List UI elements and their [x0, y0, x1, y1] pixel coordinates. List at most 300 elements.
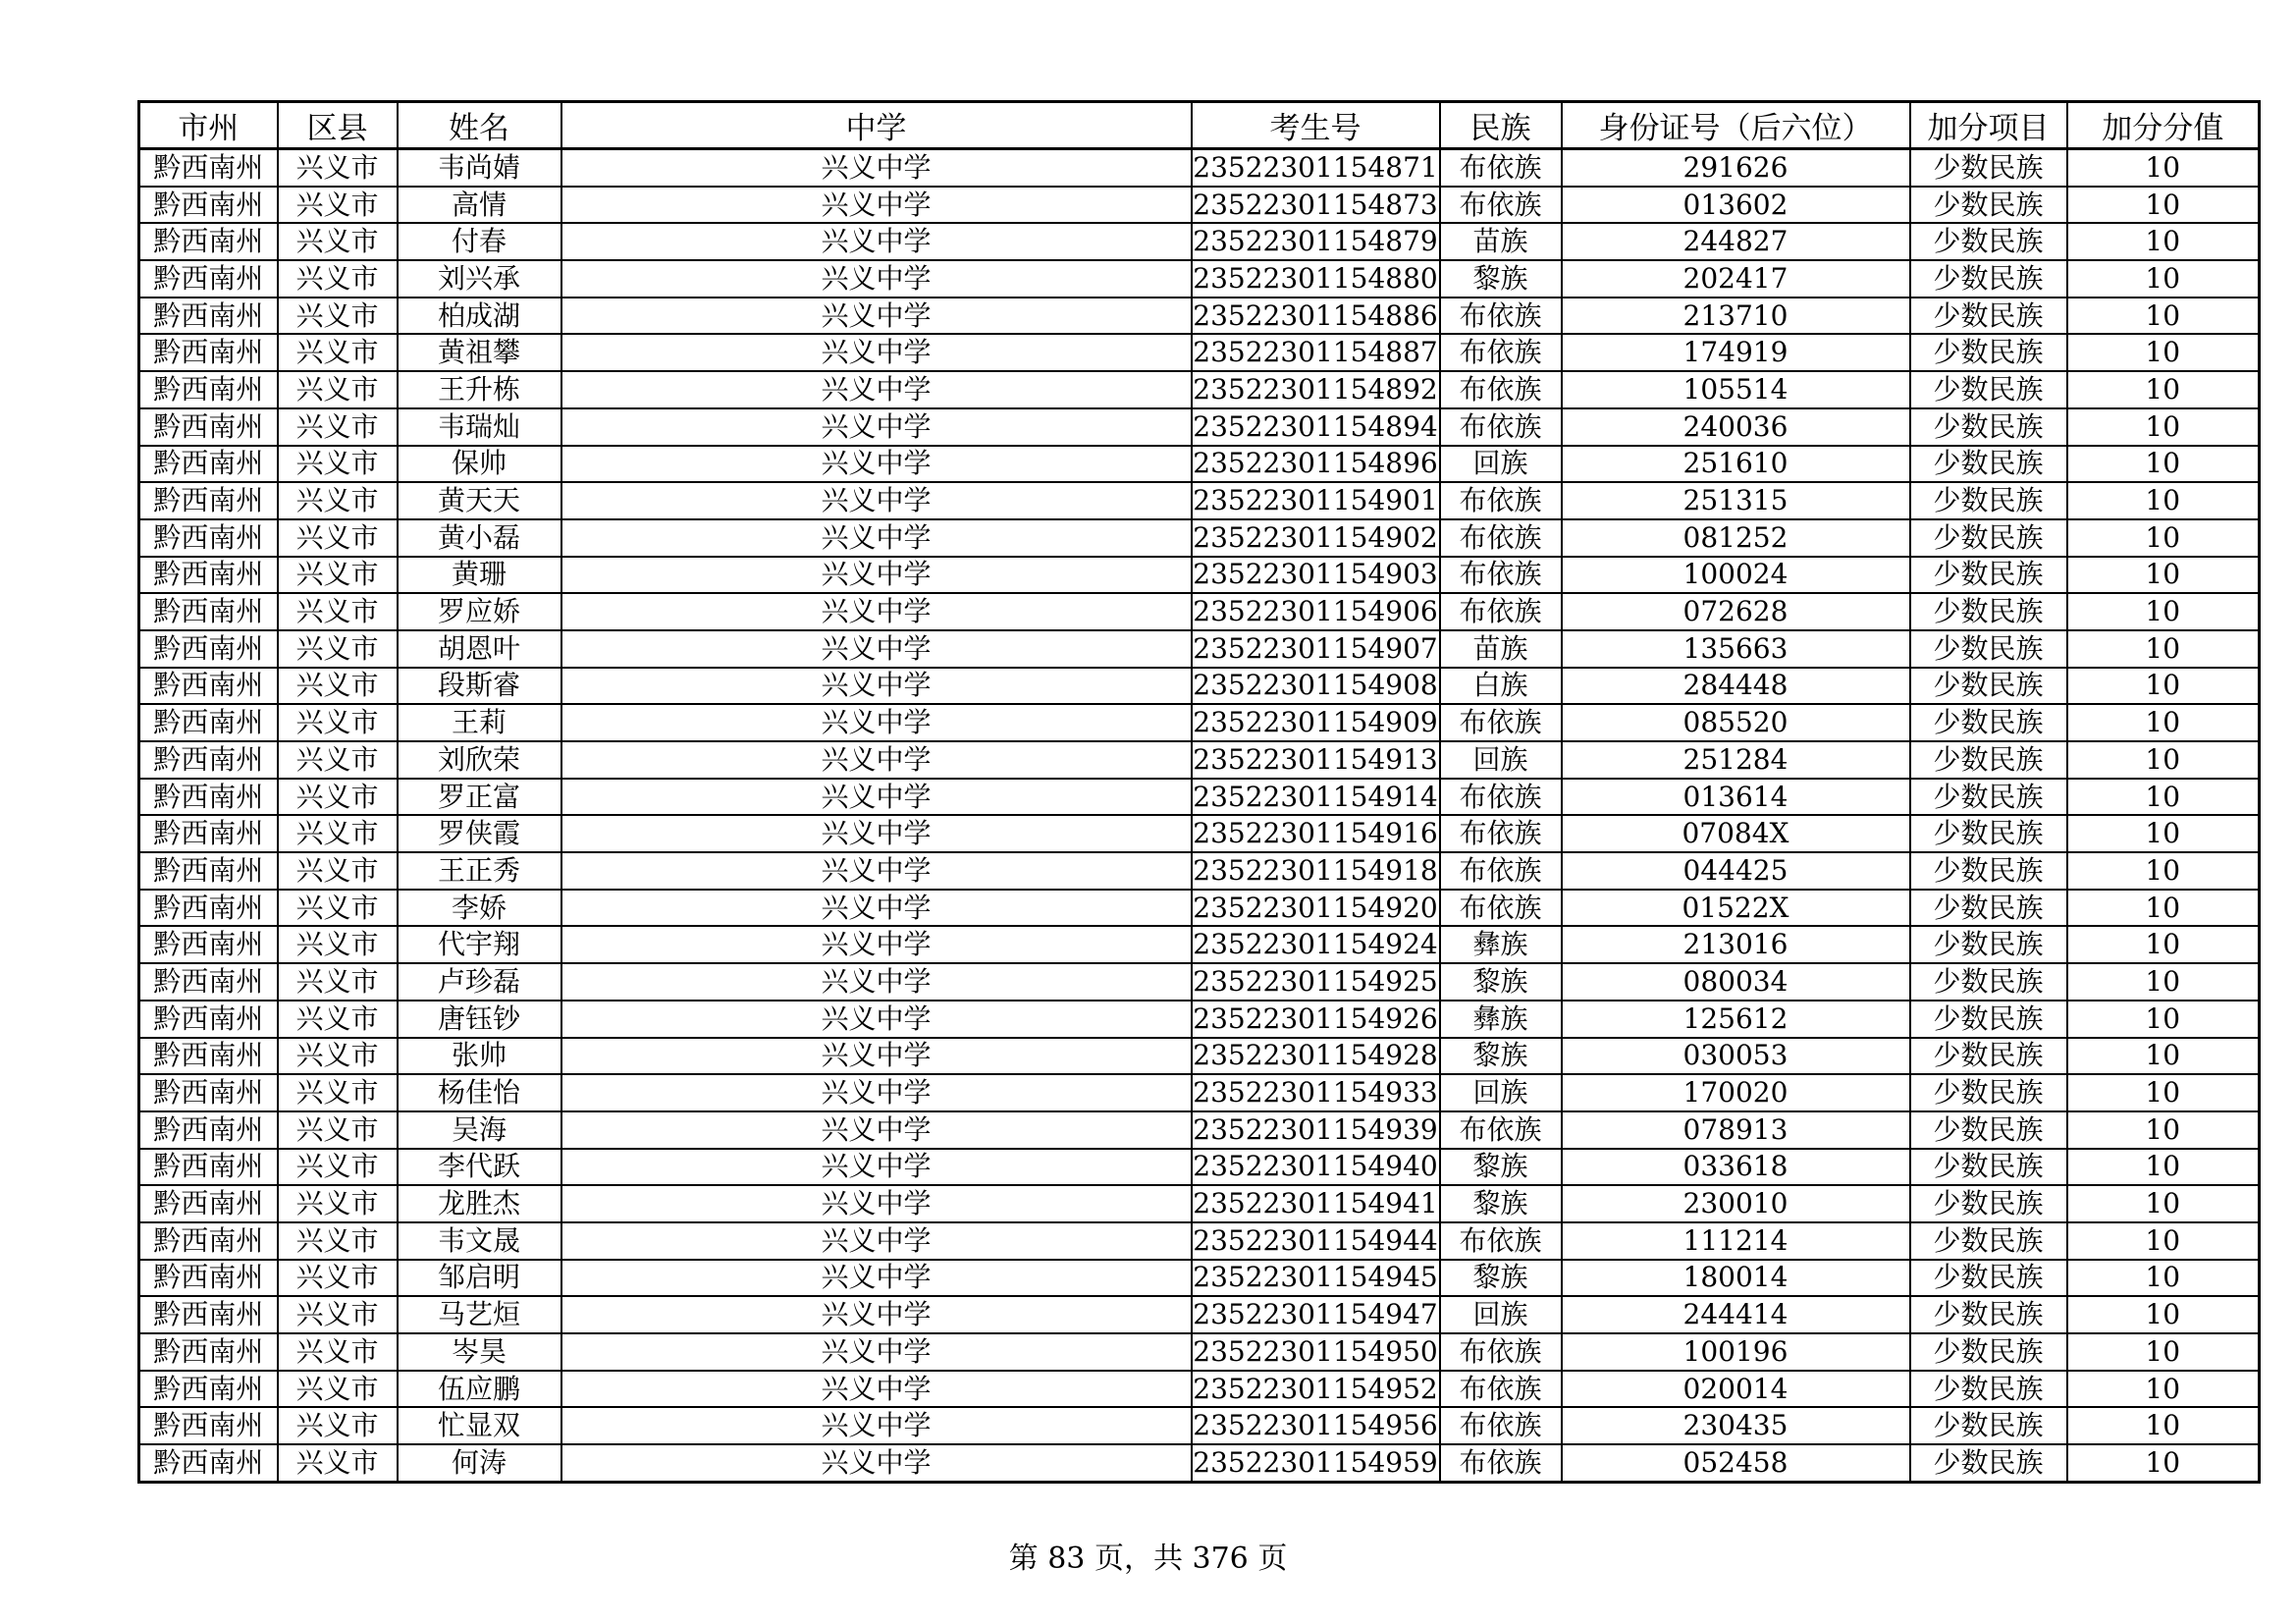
- cell-bonus-item: 少数民族: [1910, 1444, 2067, 1482]
- cell-bonus-points: 10: [2067, 704, 2260, 741]
- table-body: [139, 149, 2260, 1483]
- cell-district: 兴义市: [278, 1222, 398, 1260]
- cell-name: 黄天天: [398, 482, 561, 519]
- cell-bonus-item: 少数民族: [1910, 408, 2067, 446]
- cell-bonus-points: 10: [2067, 593, 2260, 630]
- table-row: [139, 1222, 2260, 1260]
- cell-school: 兴义中学: [561, 704, 1192, 741]
- cell-bonus-item: 少数民族: [1910, 741, 2067, 779]
- cell-exam-id: 23522301154959: [1192, 1444, 1440, 1482]
- cell-id-last-six: 080034: [1562, 963, 1910, 1001]
- cell-name: 李代跃: [398, 1149, 561, 1186]
- cell-ethnicity: 布依族: [1440, 1111, 1562, 1149]
- cell-id-last-six: 078913: [1562, 1111, 1910, 1149]
- cell-school: 兴义中学: [561, 408, 1192, 446]
- cell-bonus-points: 10: [2067, 1185, 2260, 1222]
- cell-id-last-six: 244414: [1562, 1296, 1910, 1333]
- cell-bonus-points: 10: [2067, 519, 2260, 557]
- cell-ethnicity: 回族: [1440, 1074, 1562, 1111]
- cell-school: 兴义中学: [561, 852, 1192, 890]
- cell-ethnicity: 布依族: [1440, 408, 1562, 446]
- cell-exam-id: 23522301154918: [1192, 852, 1440, 890]
- cell-bonus-points: 10: [2067, 741, 2260, 779]
- cell-bonus-points: 10: [2067, 1038, 2260, 1075]
- admissions-bonus-table: [137, 100, 2261, 1484]
- cell-id-last-six: 01522X: [1562, 890, 1910, 927]
- cell-district: 兴义市: [278, 704, 398, 741]
- cell-exam-id: 23522301154873: [1192, 187, 1440, 224]
- cell-district: 兴义市: [278, 593, 398, 630]
- cell-exam-id: 23522301154892: [1192, 371, 1440, 408]
- cell-city: 黔西南州: [139, 408, 278, 446]
- cell-exam-id: 23522301154879: [1192, 223, 1440, 260]
- column-header-city: 市州: [139, 102, 278, 149]
- cell-school: 兴义中学: [561, 926, 1192, 963]
- cell-bonus-item: 少数民族: [1910, 815, 2067, 852]
- cell-name: 王升栋: [398, 371, 561, 408]
- cell-city: 黔西南州: [139, 187, 278, 224]
- cell-name: 罗侠霞: [398, 815, 561, 852]
- table-row: [139, 1296, 2260, 1333]
- cell-bonus-points: 10: [2067, 1371, 2260, 1408]
- cell-id-last-six: 072628: [1562, 593, 1910, 630]
- cell-ethnicity: 黎族: [1440, 1038, 1562, 1075]
- column-header-exam-id: 考生号: [1192, 102, 1440, 149]
- cell-bonus-points: 10: [2067, 1001, 2260, 1038]
- cell-id-last-six: 135663: [1562, 630, 1910, 668]
- cell-bonus-item: 少数民族: [1910, 334, 2067, 371]
- table-row: [139, 149, 2260, 187]
- cell-district: 兴义市: [278, 408, 398, 446]
- cell-bonus-points: 10: [2067, 408, 2260, 446]
- cell-ethnicity: 苗族: [1440, 223, 1562, 260]
- cell-district: 兴义市: [278, 519, 398, 557]
- cell-school: 兴义中学: [561, 334, 1192, 371]
- cell-city: 黔西南州: [139, 149, 278, 187]
- cell-bonus-item: 少数民族: [1910, 149, 2067, 187]
- cell-school: 兴义中学: [561, 1407, 1192, 1444]
- cell-ethnicity: 布依族: [1440, 1333, 1562, 1371]
- cell-bonus-points: 10: [2067, 630, 2260, 668]
- cell-city: 黔西南州: [139, 815, 278, 852]
- table-row: [139, 1074, 2260, 1111]
- table-row: [139, 779, 2260, 816]
- cell-district: 兴义市: [278, 1371, 398, 1408]
- table-row: [139, 630, 2260, 668]
- cell-district: 兴义市: [278, 741, 398, 779]
- cell-name: 韦文晟: [398, 1222, 561, 1260]
- cell-ethnicity: 布依族: [1440, 1371, 1562, 1408]
- cell-exam-id: 23522301154902: [1192, 519, 1440, 557]
- cell-name: 张帅: [398, 1038, 561, 1075]
- table-row: [139, 741, 2260, 779]
- cell-district: 兴义市: [278, 1444, 398, 1482]
- cell-name: 黄珊: [398, 557, 561, 594]
- cell-city: 黔西南州: [139, 557, 278, 594]
- cell-id-last-six: 013614: [1562, 779, 1910, 816]
- cell-bonus-points: 10: [2067, 187, 2260, 224]
- cell-school: 兴义中学: [561, 187, 1192, 224]
- table-row: [139, 668, 2260, 705]
- cell-ethnicity: 布依族: [1440, 704, 1562, 741]
- cell-bonus-points: 10: [2067, 1444, 2260, 1482]
- cell-ethnicity: 布依族: [1440, 1444, 1562, 1482]
- current-page-number: 83: [1047, 1542, 1086, 1576]
- cell-district: 兴义市: [278, 223, 398, 260]
- cell-name: 王正秀: [398, 852, 561, 890]
- cell-exam-id: 23522301154907: [1192, 630, 1440, 668]
- cell-bonus-points: 10: [2067, 963, 2260, 1001]
- cell-id-last-six: 291626: [1562, 149, 1910, 187]
- cell-bonus-points: 10: [2067, 926, 2260, 963]
- cell-id-last-six: 07084X: [1562, 815, 1910, 852]
- cell-ethnicity: 黎族: [1440, 1260, 1562, 1297]
- cell-id-last-six: 105514: [1562, 371, 1910, 408]
- table-row: [139, 890, 2260, 927]
- cell-id-last-six: 013602: [1562, 187, 1910, 224]
- cell-exam-id: 23522301154909: [1192, 704, 1440, 741]
- cell-bonus-points: 10: [2067, 1333, 2260, 1371]
- table-row: [139, 446, 2260, 483]
- cell-district: 兴义市: [278, 1185, 398, 1222]
- cell-bonus-item: 少数民族: [1910, 223, 2067, 260]
- cell-district: 兴义市: [278, 482, 398, 519]
- cell-ethnicity: 黎族: [1440, 1185, 1562, 1222]
- column-header-bonus-item: 加分项目: [1910, 102, 2067, 149]
- cell-district: 兴义市: [278, 371, 398, 408]
- cell-exam-id: 23522301154940: [1192, 1149, 1440, 1186]
- cell-district: 兴义市: [278, 187, 398, 224]
- table-row: [139, 815, 2260, 852]
- cell-bonus-points: 10: [2067, 1407, 2260, 1444]
- cell-school: 兴义中学: [561, 1222, 1192, 1260]
- cell-bonus-points: 10: [2067, 1260, 2260, 1297]
- cell-bonus-item: 少数民族: [1910, 890, 2067, 927]
- cell-district: 兴义市: [278, 1038, 398, 1075]
- cell-bonus-points: 10: [2067, 1074, 2260, 1111]
- table-row: [139, 1149, 2260, 1186]
- cell-ethnicity: 布依族: [1440, 890, 1562, 927]
- cell-ethnicity: 黎族: [1440, 963, 1562, 1001]
- cell-bonus-item: 少数民族: [1910, 260, 2067, 298]
- cell-id-last-six: 251315: [1562, 482, 1910, 519]
- table-row: [139, 371, 2260, 408]
- cell-ethnicity: 彝族: [1440, 1001, 1562, 1038]
- cell-city: 黔西南州: [139, 1260, 278, 1297]
- cell-name: 邹启明: [398, 1260, 561, 1297]
- cell-name: 吴海: [398, 1111, 561, 1149]
- cell-school: 兴义中学: [561, 1296, 1192, 1333]
- cell-id-last-six: 125612: [1562, 1001, 1910, 1038]
- cell-id-last-six: 202417: [1562, 260, 1910, 298]
- cell-id-last-six: 030053: [1562, 1038, 1910, 1075]
- cell-bonus-points: 10: [2067, 223, 2260, 260]
- cell-name: 保帅: [398, 446, 561, 483]
- cell-id-last-six: 230010: [1562, 1185, 1910, 1222]
- cell-bonus-item: 少数民族: [1910, 557, 2067, 594]
- cell-school: 兴义中学: [561, 1149, 1192, 1186]
- cell-name: 付春: [398, 223, 561, 260]
- cell-bonus-item: 少数民族: [1910, 1074, 2067, 1111]
- column-header-ethnicity: 民族: [1440, 102, 1562, 149]
- cell-id-last-six: 111214: [1562, 1222, 1910, 1260]
- cell-name: 马艺烜: [398, 1296, 561, 1333]
- cell-name: 何涛: [398, 1444, 561, 1482]
- cell-bonus-item: 少数民族: [1910, 779, 2067, 816]
- cell-district: 兴义市: [278, 890, 398, 927]
- cell-name: 韦尚婧: [398, 149, 561, 187]
- cell-city: 黔西南州: [139, 446, 278, 483]
- cell-city: 黔西南州: [139, 1296, 278, 1333]
- cell-bonus-points: 10: [2067, 482, 2260, 519]
- table-header: [139, 102, 2260, 149]
- table-row: [139, 482, 2260, 519]
- cell-city: 黔西南州: [139, 298, 278, 335]
- cell-city: 黔西南州: [139, 704, 278, 741]
- cell-bonus-item: 少数民族: [1910, 852, 2067, 890]
- cell-city: 黔西南州: [139, 334, 278, 371]
- cell-city: 黔西南州: [139, 926, 278, 963]
- table-row: [139, 852, 2260, 890]
- cell-district: 兴义市: [278, 149, 398, 187]
- cell-bonus-item: 少数民族: [1910, 1371, 2067, 1408]
- cell-id-last-six: 020014: [1562, 1371, 1910, 1408]
- cell-school: 兴义中学: [561, 815, 1192, 852]
- table-row: [139, 593, 2260, 630]
- cell-district: 兴义市: [278, 852, 398, 890]
- cell-name: 高情: [398, 187, 561, 224]
- cell-school: 兴义中学: [561, 298, 1192, 335]
- cell-name: 胡恩叶: [398, 630, 561, 668]
- cell-exam-id: 23522301154941: [1192, 1185, 1440, 1222]
- footer-middle: 页，共: [1094, 1542, 1183, 1576]
- table-row: [139, 704, 2260, 741]
- cell-exam-id: 23522301154880: [1192, 260, 1440, 298]
- cell-district: 兴义市: [278, 630, 398, 668]
- cell-city: 黔西南州: [139, 1407, 278, 1444]
- cell-exam-id: 23522301154914: [1192, 779, 1440, 816]
- cell-id-last-six: 213016: [1562, 926, 1910, 963]
- cell-name: 李娇: [398, 890, 561, 927]
- cell-ethnicity: 苗族: [1440, 630, 1562, 668]
- cell-exam-id: 23522301154956: [1192, 1407, 1440, 1444]
- cell-exam-id: 23522301154913: [1192, 741, 1440, 779]
- cell-name: 杨佳怡: [398, 1074, 561, 1111]
- cell-district: 兴义市: [278, 926, 398, 963]
- cell-city: 黔西南州: [139, 741, 278, 779]
- cell-bonus-points: 10: [2067, 668, 2260, 705]
- cell-id-last-six: 100196: [1562, 1333, 1910, 1371]
- cell-school: 兴义中学: [561, 630, 1192, 668]
- cell-school: 兴义中学: [561, 223, 1192, 260]
- cell-exam-id: 23522301154920: [1192, 890, 1440, 927]
- cell-bonus-points: 10: [2067, 557, 2260, 594]
- cell-district: 兴义市: [278, 1333, 398, 1371]
- cell-id-last-six: 251284: [1562, 741, 1910, 779]
- cell-district: 兴义市: [278, 334, 398, 371]
- cell-exam-id: 23522301154952: [1192, 1371, 1440, 1408]
- cell-name: 韦瑞灿: [398, 408, 561, 446]
- cell-ethnicity: 布依族: [1440, 779, 1562, 816]
- cell-school: 兴义中学: [561, 446, 1192, 483]
- cell-district: 兴义市: [278, 446, 398, 483]
- cell-name: 唐钰钞: [398, 1001, 561, 1038]
- cell-city: 黔西南州: [139, 1333, 278, 1371]
- cell-exam-id: 23522301154945: [1192, 1260, 1440, 1297]
- cell-bonus-points: 10: [2067, 852, 2260, 890]
- cell-name: 刘兴承: [398, 260, 561, 298]
- cell-school: 兴义中学: [561, 519, 1192, 557]
- cell-school: 兴义中学: [561, 963, 1192, 1001]
- footer-suffix: 页: [1257, 1542, 1288, 1576]
- cell-exam-id: 23522301154871: [1192, 149, 1440, 187]
- table-row: [139, 1260, 2260, 1297]
- cell-city: 黔西南州: [139, 1444, 278, 1482]
- cell-exam-id: 23522301154928: [1192, 1038, 1440, 1075]
- table-row: [139, 963, 2260, 1001]
- cell-ethnicity: 布依族: [1440, 1407, 1562, 1444]
- cell-bonus-points: 10: [2067, 334, 2260, 371]
- cell-exam-id: 23522301154894: [1192, 408, 1440, 446]
- cell-id-last-six: 240036: [1562, 408, 1910, 446]
- table-row: [139, 1333, 2260, 1371]
- cell-ethnicity: 布依族: [1440, 557, 1562, 594]
- cell-city: 黔西南州: [139, 852, 278, 890]
- cell-district: 兴义市: [278, 1260, 398, 1297]
- cell-city: 黔西南州: [139, 1185, 278, 1222]
- table-row: [139, 1444, 2260, 1482]
- table-row: [139, 334, 2260, 371]
- cell-school: 兴义中学: [561, 1333, 1192, 1371]
- cell-school: 兴义中学: [561, 482, 1192, 519]
- page-footer: [0, 1534, 2296, 1577]
- cell-bonus-item: 少数民族: [1910, 371, 2067, 408]
- cell-name: 黄祖攀: [398, 334, 561, 371]
- cell-bonus-item: 少数民族: [1910, 704, 2067, 741]
- table-row: [139, 298, 2260, 335]
- cell-name: 龙胜杰: [398, 1185, 561, 1222]
- table-row: [139, 223, 2260, 260]
- cell-exam-id: 23522301154925: [1192, 963, 1440, 1001]
- cell-school: 兴义中学: [561, 668, 1192, 705]
- cell-school: 兴义中学: [561, 1260, 1192, 1297]
- table-row: [139, 408, 2260, 446]
- cell-exam-id: 23522301154950: [1192, 1333, 1440, 1371]
- cell-ethnicity: 布依族: [1440, 149, 1562, 187]
- cell-bonus-item: 少数民族: [1910, 926, 2067, 963]
- cell-ethnicity: 布依族: [1440, 1222, 1562, 1260]
- cell-ethnicity: 布依族: [1440, 334, 1562, 371]
- cell-ethnicity: 布依族: [1440, 482, 1562, 519]
- cell-school: 兴义中学: [561, 1074, 1192, 1111]
- cell-district: 兴义市: [278, 1001, 398, 1038]
- cell-id-last-six: 174919: [1562, 334, 1910, 371]
- cell-district: 兴义市: [278, 963, 398, 1001]
- cell-bonus-item: 少数民族: [1910, 630, 2067, 668]
- cell-id-last-six: 251610: [1562, 446, 1910, 483]
- cell-city: 黔西南州: [139, 223, 278, 260]
- cell-exam-id: 23522301154896: [1192, 446, 1440, 483]
- cell-city: 黔西南州: [139, 1149, 278, 1186]
- cell-exam-id: 23522301154903: [1192, 557, 1440, 594]
- cell-name: 段斯睿: [398, 668, 561, 705]
- cell-id-last-six: 085520: [1562, 704, 1910, 741]
- cell-district: 兴义市: [278, 1296, 398, 1333]
- cell-school: 兴义中学: [561, 1371, 1192, 1408]
- cell-name: 卢珍磊: [398, 963, 561, 1001]
- cell-name: 代宇翔: [398, 926, 561, 963]
- table-row: [139, 1407, 2260, 1444]
- cell-id-last-six: 244827: [1562, 223, 1910, 260]
- cell-city: 黔西南州: [139, 963, 278, 1001]
- cell-school: 兴义中学: [561, 1185, 1192, 1222]
- cell-id-last-six: 044425: [1562, 852, 1910, 890]
- cell-exam-id: 23522301154916: [1192, 815, 1440, 852]
- cell-school: 兴义中学: [561, 741, 1192, 779]
- column-header-bonus-points: 加分分值: [2067, 102, 2260, 149]
- cell-school: 兴义中学: [561, 260, 1192, 298]
- cell-city: 黔西南州: [139, 1001, 278, 1038]
- cell-school: 兴义中学: [561, 1001, 1192, 1038]
- cell-bonus-item: 少数民族: [1910, 298, 2067, 335]
- cell-exam-id: 23522301154939: [1192, 1111, 1440, 1149]
- total-page-count: 376: [1192, 1542, 1249, 1576]
- column-header-school: 中学: [561, 102, 1192, 149]
- cell-city: 黔西南州: [139, 630, 278, 668]
- cell-ethnicity: 布依族: [1440, 852, 1562, 890]
- column-header-name: 姓名: [398, 102, 561, 149]
- table-row: [139, 260, 2260, 298]
- cell-exam-id: 23522301154887: [1192, 334, 1440, 371]
- cell-ethnicity: 布依族: [1440, 371, 1562, 408]
- cell-city: 黔西南州: [139, 1038, 278, 1075]
- table-row: [139, 557, 2260, 594]
- cell-school: 兴义中学: [561, 1038, 1192, 1075]
- cell-city: 黔西南州: [139, 890, 278, 927]
- cell-bonus-item: 少数民族: [1910, 1001, 2067, 1038]
- cell-bonus-points: 10: [2067, 260, 2260, 298]
- cell-ethnicity: 回族: [1440, 741, 1562, 779]
- cell-name: 伍应鹏: [398, 1371, 561, 1408]
- cell-bonus-points: 10: [2067, 149, 2260, 187]
- table-row: [139, 519, 2260, 557]
- cell-city: 黔西南州: [139, 779, 278, 816]
- cell-city: 黔西南州: [139, 519, 278, 557]
- cell-bonus-item: 少数民族: [1910, 1149, 2067, 1186]
- header-row: [139, 102, 2260, 149]
- cell-city: 黔西南州: [139, 371, 278, 408]
- cell-exam-id: 23522301154933: [1192, 1074, 1440, 1111]
- cell-bonus-item: 少数民族: [1910, 1260, 2067, 1297]
- cell-district: 兴义市: [278, 1149, 398, 1186]
- cell-bonus-item: 少数民族: [1910, 963, 2067, 1001]
- cell-exam-id: 23522301154924: [1192, 926, 1440, 963]
- cell-ethnicity: 回族: [1440, 1296, 1562, 1333]
- cell-district: 兴义市: [278, 298, 398, 335]
- cell-bonus-points: 10: [2067, 446, 2260, 483]
- cell-id-last-six: 033618: [1562, 1149, 1910, 1186]
- cell-bonus-points: 10: [2067, 1111, 2260, 1149]
- table-row: [139, 1371, 2260, 1408]
- cell-district: 兴义市: [278, 779, 398, 816]
- cell-bonus-item: 少数民族: [1910, 593, 2067, 630]
- cell-exam-id: 23522301154886: [1192, 298, 1440, 335]
- cell-school: 兴义中学: [561, 593, 1192, 630]
- cell-city: 黔西南州: [139, 1222, 278, 1260]
- cell-id-last-six: 213710: [1562, 298, 1910, 335]
- cell-ethnicity: 布依族: [1440, 519, 1562, 557]
- cell-city: 黔西南州: [139, 1074, 278, 1111]
